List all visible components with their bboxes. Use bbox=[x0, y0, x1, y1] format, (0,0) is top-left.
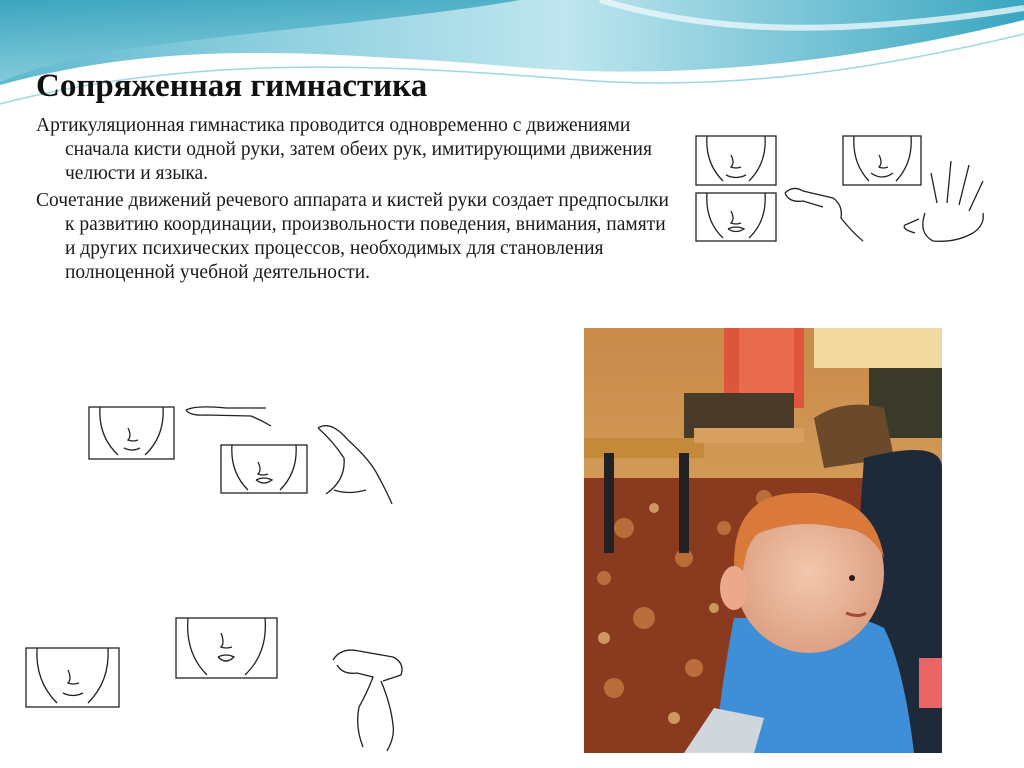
slide-title: Сопряженная гимнастика bbox=[36, 68, 428, 104]
top-right-face-hand-sketch bbox=[693, 133, 998, 245]
paragraph-coordination: Сочетание движений речевого аппарата и кистей руки создает предпосылки к развитию координации, произвольности поведения, внимания, памяти и других психических процессов, необходимых для становления полноценной учебной деятельности. bbox=[36, 190, 669, 283]
child-photo bbox=[584, 328, 942, 753]
paragraph-articulation: Артикуляционная гимнастика проводится одновременно с движениями сначала кисти одной руки, затем обеих рук, имитирующими движения челюсти и языка. bbox=[36, 115, 652, 184]
bottom-face-hand-sketch bbox=[23, 615, 418, 755]
middle-left-face-hand-sketch bbox=[86, 400, 400, 512]
